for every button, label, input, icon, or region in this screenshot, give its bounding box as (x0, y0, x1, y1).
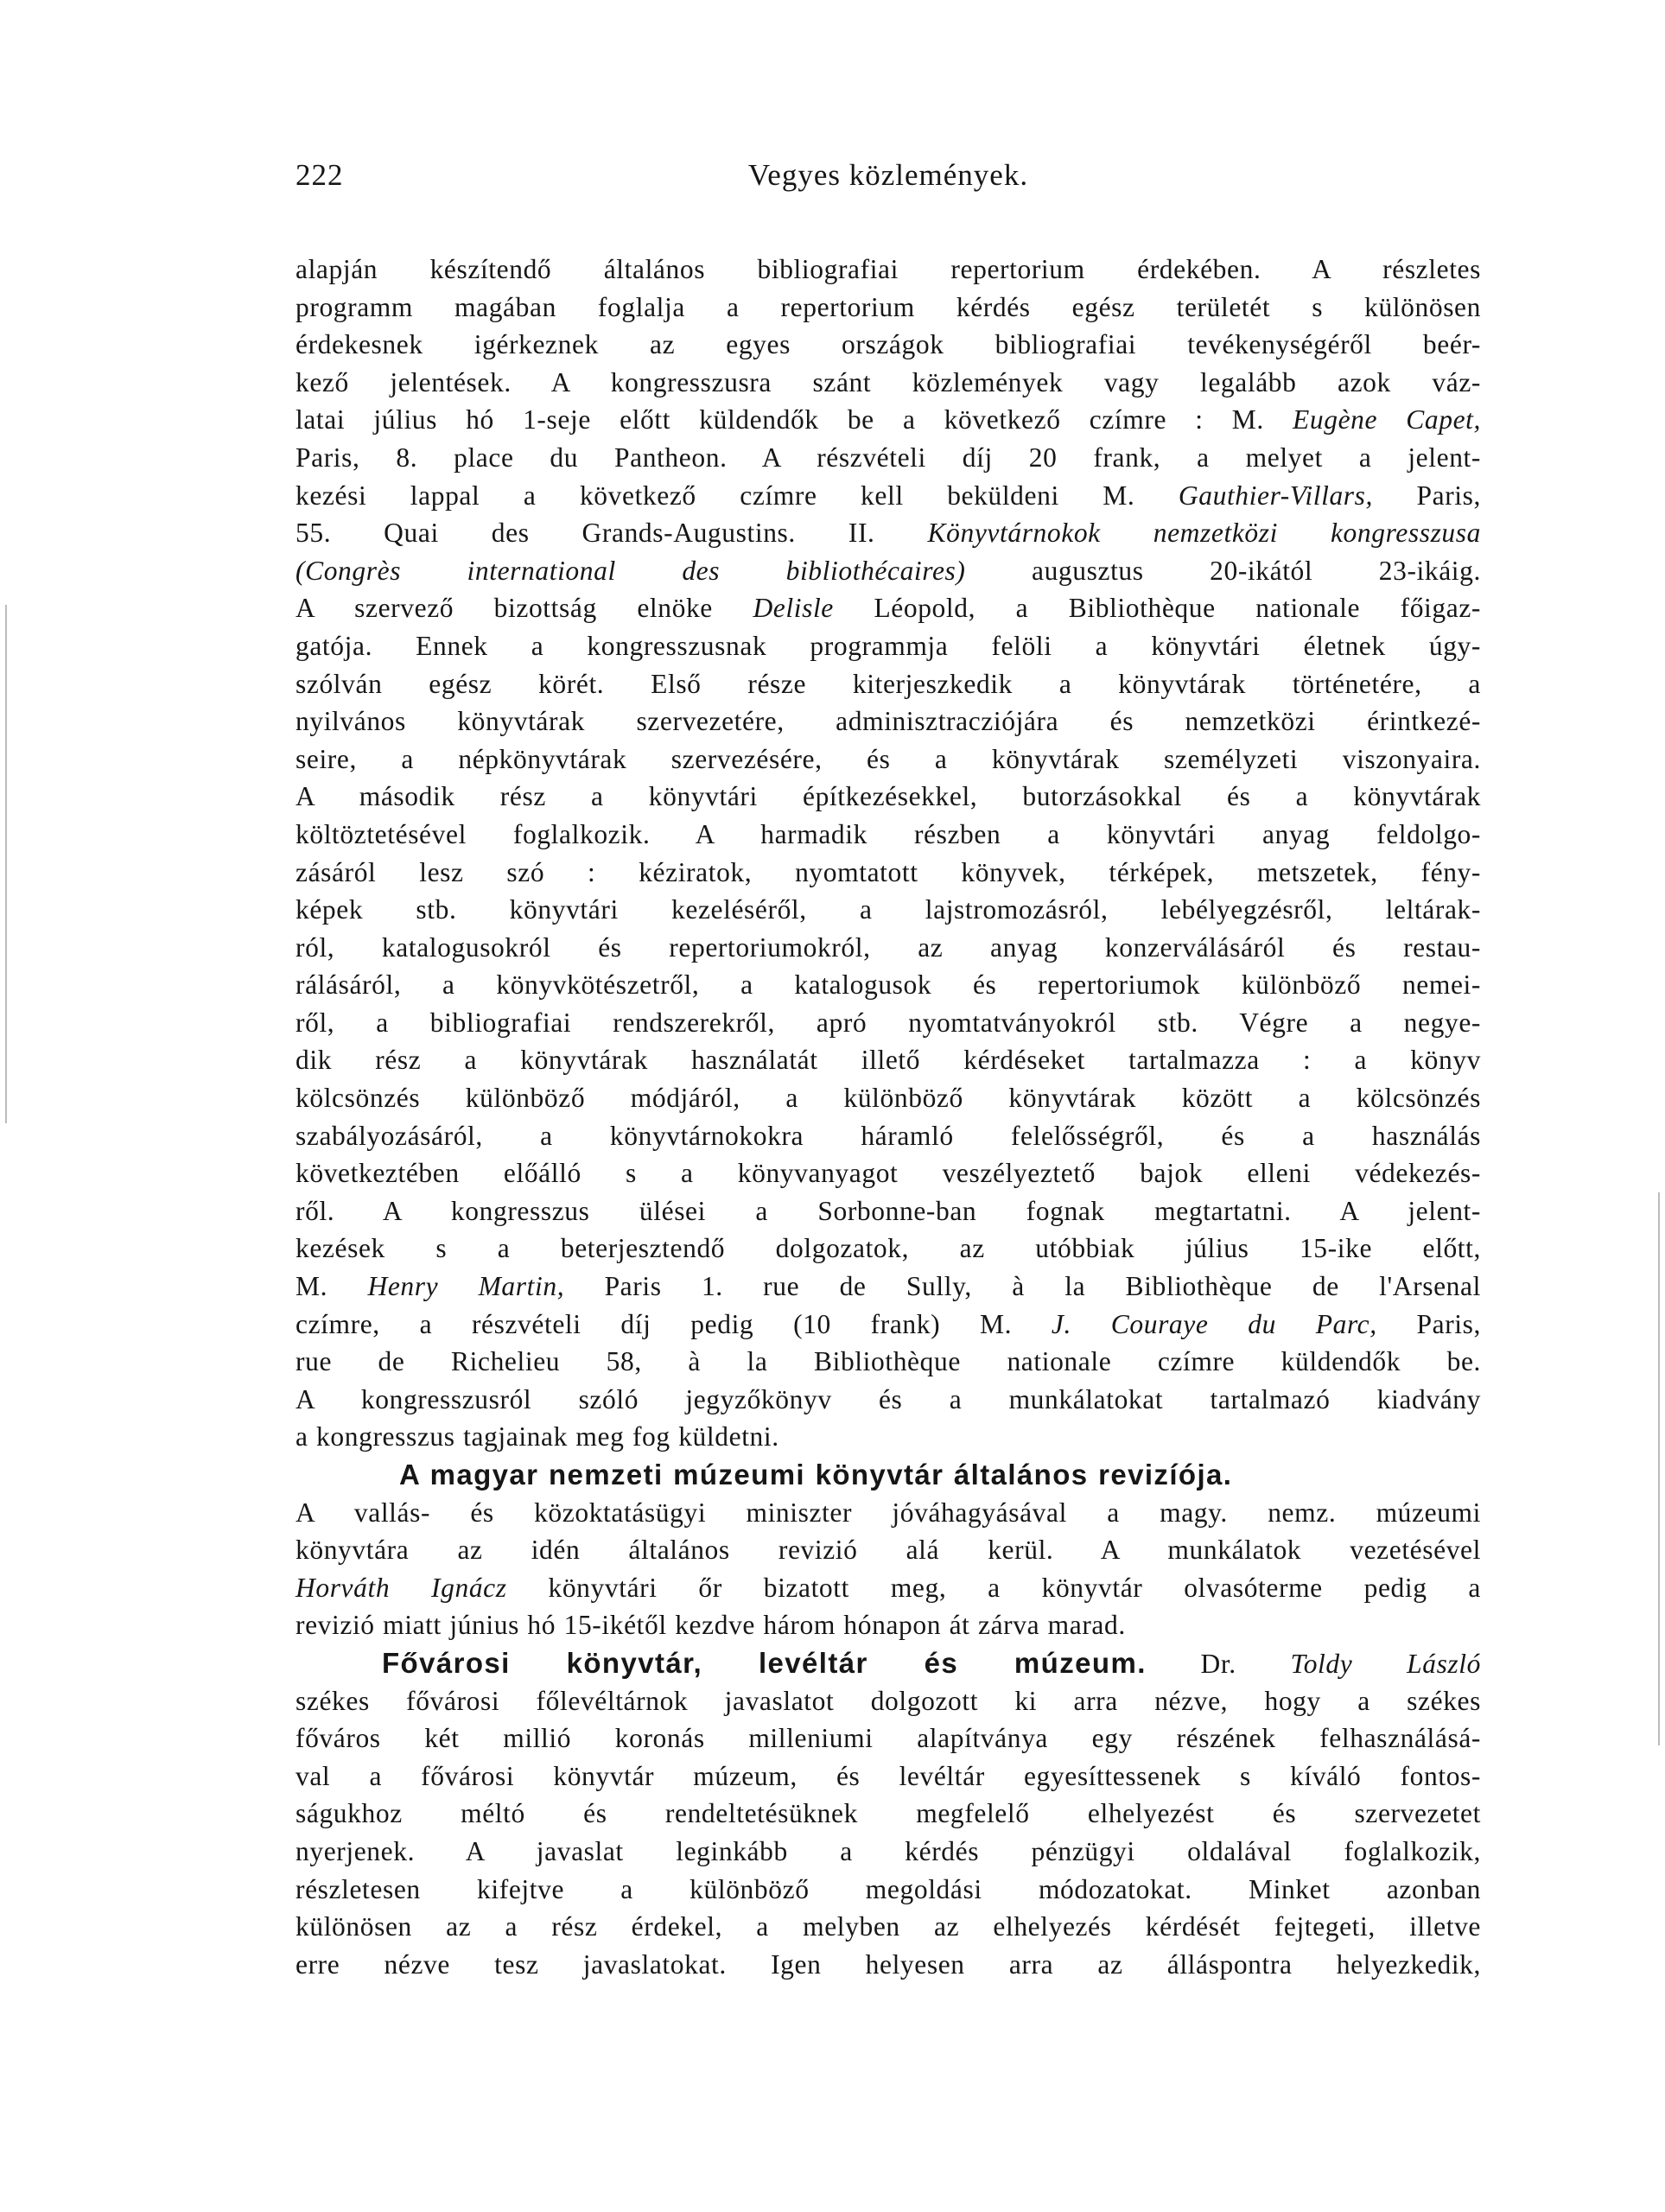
text-line: kező jelentések. A kongresszusra szánt közlemények vagy legalább azok váz- (296, 366, 1481, 397)
text-line: ről. A kongresszus ülései a Sorbonne-ban fognak megtartatni. A jelent- (296, 1195, 1481, 1226)
text-run: M. (296, 1271, 328, 1302)
text-line: szólván egész körét. Első része kiterjeszkedik a könyvtárak történetére, a (296, 668, 1481, 699)
text-line (296, 514, 1481, 552)
text-run: augusztus 20-ikától 23-ikáig. (1032, 555, 1481, 586)
text-line: szabályozásáról, a könyvtárnokokra háramló felelősségről, és a használás (296, 1120, 1481, 1151)
section-heading (296, 1456, 1481, 1494)
text-run: Paris 1. rue de Sully, à la Bibliothèque de l'Arsenal (604, 1271, 1481, 1302)
page-header (296, 158, 1481, 210)
text-line: alapján készítendő általános bibliografiai repertorium érdekében. A részletes (296, 254, 1481, 284)
text-line (296, 1268, 1481, 1306)
text-line: ról, katalogusokról és repertoriumokról, az anyag konzerválásáról és restau- (296, 931, 1481, 963)
text-line: A kongresszusról szóló jegyzőkönyv és a munkálatokat tartalmazó kiadvány (296, 1383, 1481, 1414)
text-line: zásáról lesz szó : kéziratok, nyomtatott könyvek, térképek, metszetek, fény- (296, 856, 1481, 887)
text-run: 55. Quai des Grands-Augustins. II. (296, 518, 875, 549)
text-line: részletesen kifejtve a különböző megoldási módozatokat. Minket azonban (296, 1873, 1481, 1904)
text-line: revizió miatt június hó 15-ikétől kezdve három hónapon át zárva marad. (296, 1610, 1126, 1641)
person-name: Eugène Capet, (1293, 404, 1481, 435)
text-run: Léopold, a Bibliothèque nationale főigaz- (874, 593, 1481, 624)
section-heading-line (296, 1644, 1481, 1682)
text-line: érdekesnek igérkeznek az egyes országok bibliografiai tevékenységéről beér- (296, 329, 1481, 360)
text-line (296, 589, 1481, 627)
text-line (296, 552, 1481, 590)
text-line: rálásáról, a könyvkötészetről, a katalogusok és repertoriumok különböző nemei- (296, 969, 1481, 1001)
text-line: nyerjenek. A javaslat leginkább a kérdés pénzügyi oldalával foglalkozik, (296, 1835, 1481, 1866)
text-line: A vallás- és közoktatásügyi miniszter jóváhagyásával a magy. nemz. múzeumi (296, 1497, 1481, 1528)
page-number: 222 (296, 158, 344, 192)
text-run: Dr. (1200, 1648, 1236, 1679)
text-line: a kongresszus tagjainak meg fog küldetni. (296, 1421, 779, 1452)
congress-title: Könyvtárnokok nemzetközi kongresszusa (927, 518, 1481, 549)
text-line: val a fővárosi könyvtár múzeum, és levéltár egyesíttessenek s kíváló fontos- (296, 1760, 1481, 1791)
running-head: Vegyes közlemények. (747, 158, 1029, 192)
text-line: dik rész a könyvtárak használatát illető kérdéseket tartalmazza : a könyv (296, 1045, 1481, 1076)
text-run: latai július hó 1-seje előtt küldendők be a következő czímre : M. (296, 404, 1264, 435)
text-run: kezési lappal a következő czímre kell beküldeni M. (296, 480, 1135, 511)
section-heading-text: Fővárosi könyvtár, levéltár és múzeum. (382, 1646, 1147, 1679)
text-run: czímre, a részvételi díj pedig (10 frank) M. (296, 1308, 1013, 1339)
person-name: Toldy László (1290, 1648, 1481, 1679)
text-line: programm magában foglalja a repertorium kérdés egész területét s különösen (296, 291, 1481, 322)
text-line: gatója. Ennek a kongresszusnak programmja felöli a könyvtári életnek úgy- (296, 630, 1481, 661)
text-line: következtében előálló s a könyvanyagot veszélyeztető bajok elleni védekezés- (296, 1158, 1481, 1189)
text-run: könyvtári őr bizatott meg, a könyvtár olvasóterme pedig a (548, 1572, 1481, 1603)
congress-title-french: (Congrès international des bibliothécaires) (296, 555, 966, 586)
publisher-name: Gauthier-Villars, (1178, 480, 1373, 511)
text-line: Paris, 8. place du Pantheon. A részvételi díj 20 frank, a melyet a jelent- (296, 442, 1481, 473)
text-line: erre nézve tesz javaslatokat. Igen helyesen arra az álláspontra helyezkedik, (296, 1948, 1481, 1980)
text-line: ságukhoz méltó és rendeltetésüknek megfelelő elhelyezést és szervezetet (296, 1798, 1481, 1829)
text-run: A szervező bizottság elnöke (296, 593, 713, 624)
text-run: Paris, (1416, 480, 1481, 511)
person-name: J. Couraye du Parc, (1051, 1308, 1377, 1339)
text-line: seire, a népkönyvtárak szervezésére, és a könyvtárak személyzeti viszonyaira. (296, 743, 1481, 774)
text-line: könyvtára az idén általános revizió alá kerül. A munkálatok vezetésével (296, 1535, 1481, 1566)
text-line: A második rész a könyvtári építkezésekkel, butorzásokkal és a könyvtárak (296, 781, 1481, 812)
text-line (296, 477, 1481, 515)
text-line: rue de Richelieu 58, à la Bibliothèque nationale czímre küldendők be. (296, 1346, 1481, 1377)
article-text (296, 251, 1481, 1983)
person-name: Delisle (753, 593, 834, 624)
text-line: székes fővárosi főlevéltárnok javaslatot dolgozott ki arra nézve, hogy a székes (296, 1685, 1481, 1716)
scan-edge-right (1658, 1192, 1660, 1745)
scan-edge-left (5, 605, 7, 1123)
text-line: költöztetésével foglalkozik. A harmadik részben a könyvtári anyag feldolgo- (296, 818, 1481, 849)
text-line (296, 1306, 1481, 1344)
text-line: kezések s a beterjesztendő dolgozatok, az utóbbiak július 15-ike előtt, (296, 1233, 1481, 1264)
person-name: Horváth Ignácz (296, 1572, 507, 1603)
text-line (296, 401, 1481, 439)
person-name: Henry Martin, (367, 1271, 565, 1302)
text-line: ről, a bibliografiai rendszerekről, apró nyomtatványokról stb. Végre a negye- (296, 1007, 1481, 1038)
text-line: nyilvános könyvtárak szervezetére, adminisztracziójára és nemzetközi érintkezé- (296, 706, 1481, 737)
text-line: kölcsönzés különböző módjáról, a különböző könyvtárak között a kölcsönzés (296, 1083, 1481, 1114)
text-line: főváros két millió koronás milleniumi alapítványa egy részének felhasználásá- (296, 1723, 1481, 1754)
text-run: Paris, (1416, 1308, 1481, 1339)
text-line (296, 1569, 1481, 1607)
text-line: képek stb. könyvtári kezeléséről, a lajstromozásról, lebélyegzésről, leltárak- (296, 894, 1481, 925)
text-line: különösen az a rész érdekel, a melyben az elhelyezés kérdését fejtegeti, illetve (296, 1911, 1481, 1942)
section-heading-text: A magyar nemzeti múzeumi könyvtár általános revizíója. (399, 1459, 1233, 1491)
